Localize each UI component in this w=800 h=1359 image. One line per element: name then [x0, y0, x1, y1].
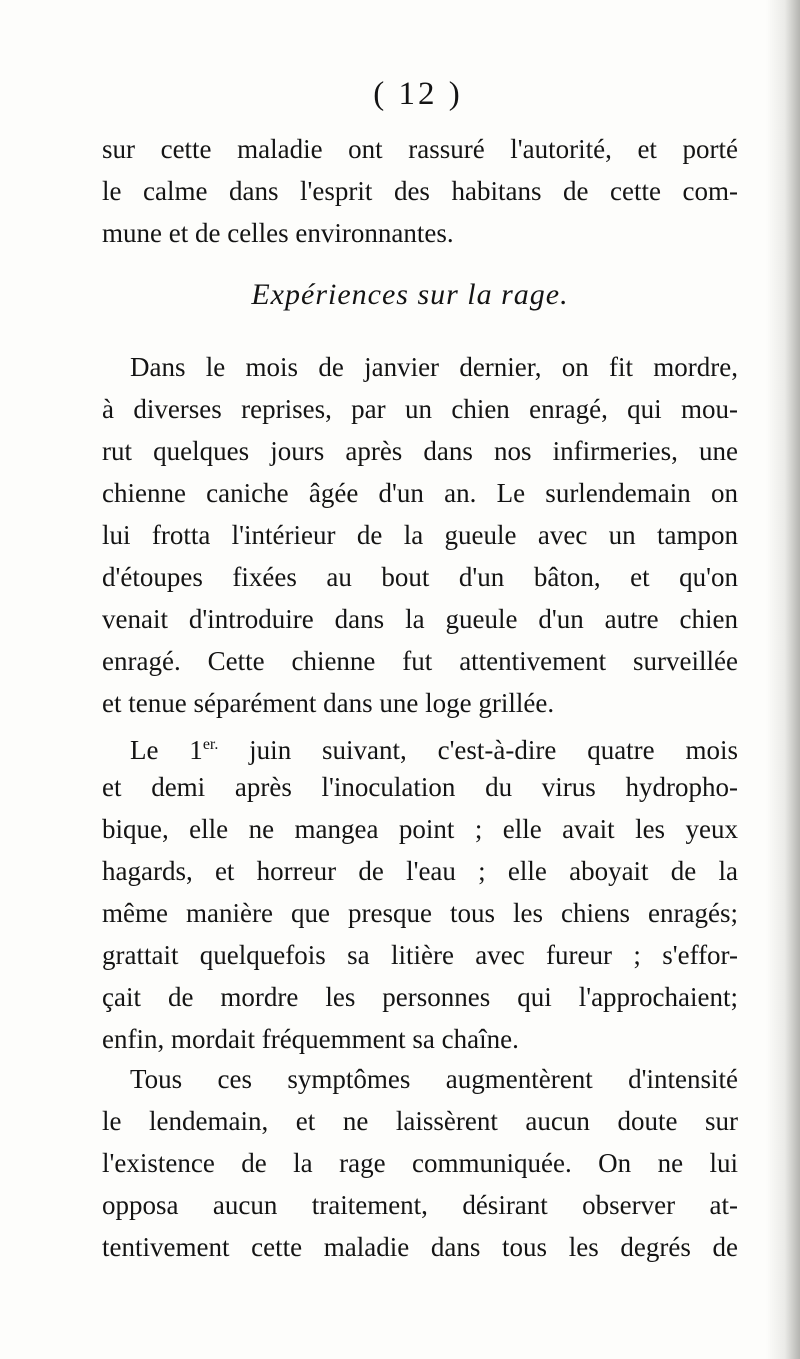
- text-fragment: Le 1: [130, 735, 203, 765]
- text-line: le calme dans l'esprit des habitans de cette com-: [102, 176, 738, 206]
- text-line: d'étoupes fixées au bout d'un bâton, et qu'on: [102, 562, 738, 592]
- paragraph-intro: [102, 128, 738, 254]
- text-line: grattait quelquefois sa litière avec fureur ; s'effor-: [102, 940, 738, 970]
- text-fragment: juin suivant, c'est-à-dire quatre mois: [218, 735, 738, 765]
- text-line: même manière que presque tous les chiens enragés;: [102, 898, 738, 928]
- text-line: venait d'introduire dans la gueule d'un autre chien: [102, 604, 738, 634]
- text-line: et demi après l'inoculation du virus hydropho-: [102, 772, 738, 802]
- paragraph-3: [102, 1058, 738, 1268]
- text-line: enragé. Cette chienne fut attentivement surveillée: [102, 646, 738, 676]
- text-line: hagards, et horreur de l'eau ; elle aboyait de la: [102, 856, 738, 886]
- section-heading: Expériences sur la rage.: [251, 278, 569, 311]
- text-line: chienne caniche âgée d'un an. Le surlendemain on: [102, 478, 738, 508]
- text-line: rut quelques jours après dans nos infirmeries, une: [102, 436, 738, 466]
- text-line: Tous ces symptômes augmentèrent d'intensité: [130, 1064, 738, 1094]
- text-line: à diverses reprises, par un chien enragé, qui mou-: [102, 394, 738, 424]
- text-line: lui frotta l'intérieur de la gueule avec un tampon: [102, 520, 738, 550]
- text-line: sur cette maladie ont rassuré l'autorité, et porté: [102, 134, 738, 164]
- paragraph-2: [102, 724, 738, 1060]
- text-line: l'existence de la rage communiquée. On ne lui: [102, 1148, 738, 1178]
- text-line: le lendemain, et ne laissèrent aucun doute sur: [102, 1106, 738, 1136]
- text-line: çait de mordre les personnes qui l'approchaient;: [102, 982, 738, 1012]
- text-line: [102, 724, 738, 766]
- text-line: bique, elle ne mangea point ; elle avait les yeux: [102, 814, 738, 844]
- page-edge-shadow: [766, 0, 800, 1359]
- text-line: tentivement cette maladie dans tous les degrés de: [102, 1232, 738, 1262]
- text-line: opposa aucun traitement, désirant observer at-: [102, 1190, 738, 1220]
- text-line: mune et de celles environnantes.: [102, 218, 454, 248]
- text-line: enfin, mordait fréquemment sa chaîne.: [102, 1024, 519, 1054]
- paragraph-1: [102, 346, 738, 724]
- page-number: ( 12 ): [373, 76, 463, 112]
- text-line: Dans le mois de janvier dernier, on fit mordre,: [130, 352, 738, 382]
- text-line: et tenue séparément dans une loge grillée.: [102, 688, 555, 718]
- ordinal-superscript: er.: [202, 736, 219, 753]
